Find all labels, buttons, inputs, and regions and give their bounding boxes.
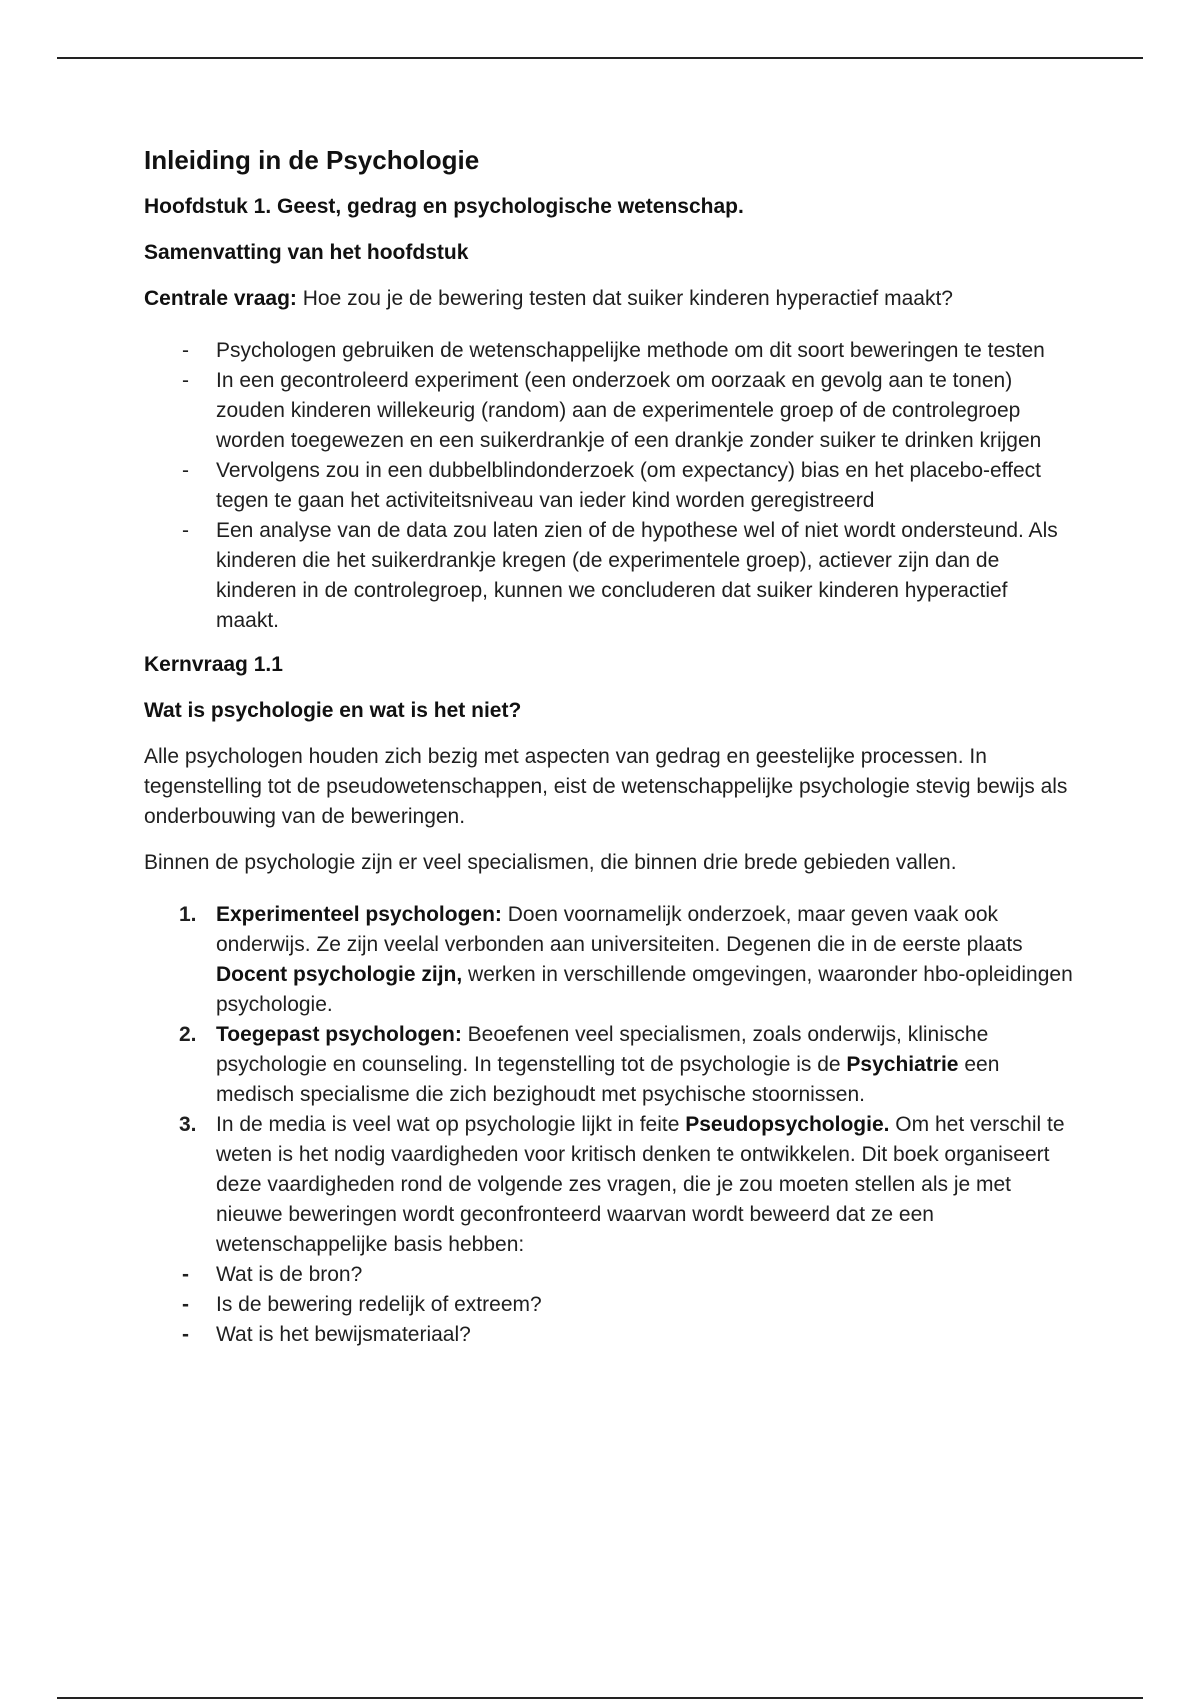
bold-term: Psychiatrie <box>846 1053 959 1076</box>
list-item <box>144 900 1074 1020</box>
central-question-text: Hoe zou je de bewering testen dat suiker kinderen hyperactief maakt? <box>296 287 953 310</box>
summary-heading: Samenvatting van het hoofdstuk <box>144 241 469 264</box>
list-item <box>144 1020 1074 1110</box>
bold-term: Toegepast psychologen: <box>216 1023 462 1046</box>
paragraph: Alle psychologen houden zich bezig met aspecten van gedrag en geestelijke processen. In tegenstelling tot de pseudowetenschappen, eist de wetenschappelijke psychologie stevig bewijs als onderbouwing van de beweringen. <box>144 745 1068 828</box>
list-number: 2. <box>179 1023 197 1046</box>
kernvraag-question: Wat is psychologie en wat is het niet? <box>144 699 522 722</box>
list-item: - Psychologen gebruiken de wetenschappelijke methode om dit soort beweringen te testen <box>144 336 1074 366</box>
bold-term: Experimenteel psychologen: <box>216 903 502 926</box>
list-text: een medisch specialisme die zich bezighoudt met psychische stoornissen. <box>216 1053 1000 1106</box>
list-item: - Vervolgens zou in een dubbelblindonderzoek (om expectancy) bias en het placebo-effect tegen te gaan het activiteitsniveau van ieder kind worden geregistreerd <box>144 456 1074 516</box>
critical-questions-list <box>144 1260 1074 1350</box>
list-text: In de media is veel wat op psychologie lijkt in feite <box>216 1113 686 1136</box>
top-rule <box>57 57 1143 59</box>
kernvraag-label: Kernvraag 1.1 <box>144 653 283 676</box>
specialisms-list <box>144 900 1074 1260</box>
central-question-label: Centrale vraag: <box>144 287 297 310</box>
list-item: - Is de bewering redelijk of extreem? <box>144 1290 1074 1320</box>
chapter-heading: Hoofdstuk 1. Geest, gedrag en psychologische wetenschap. <box>144 195 744 218</box>
list-text: Doen voornamelijk onderzoek, maar geven vaak ook onderwijs. Ze zijn veelal verbonden aan universiteiten. Degenen die in de eerste plaats <box>216 903 1023 956</box>
list-text: Beoefenen veel specialismen, zoals onderwijs, klinische psychologie en counseling. In tegenstelling tot de psychologie is de <box>216 1023 989 1076</box>
list-text: werken in verschillende omgevingen, waaronder hbo-opleidingen psychologie. <box>216 963 1073 1016</box>
central-question <box>144 284 1074 314</box>
summary-bullets <box>144 336 1074 636</box>
document-title: Inleiding in de Psychologie <box>144 145 480 175</box>
list-item: - Een analyse van de data zou laten zien of de hypothese wel of niet wordt ondersteund. Als kinderen die het suikerdrankje kregen (de experimentele groep), actiever zijn dan de kinderen in de controlegroep, kunnen we concluderen dat suiker kinderen hyperactief maakt. <box>144 516 1074 636</box>
list-number: 3. <box>179 1113 197 1136</box>
list-item: - Wat is het bewijsmateriaal? <box>144 1320 1074 1350</box>
document-page <box>144 142 1074 1350</box>
list-item <box>144 1110 1074 1260</box>
list-text: Om het verschil te weten is het nodig vaardigheden voor kritisch denken te ontwikkelen. Dit boek organiseert deze vaardigheden rond de volgende zes vragen, die je zou moeten stellen als je met nieuwe beweringen wordt geconfronteerd waarvan wordt beweerd dat ze een wetenschappelijke basis hebben: <box>216 1113 1065 1256</box>
list-item: - Wat is de bron? <box>144 1260 1074 1290</box>
bold-term: Docent psychologie zijn, <box>216 963 463 986</box>
bottom-rule <box>57 1697 1143 1699</box>
paragraph: Binnen de psychologie zijn er veel specialismen, die binnen drie brede gebieden vallen. <box>144 851 957 874</box>
bold-term: Pseudopsychologie. <box>685 1113 890 1136</box>
list-number: 1. <box>179 903 197 926</box>
list-item: - In een gecontroleerd experiment (een onderzoek om oorzaak en gevolg aan te tonen) zouden kinderen willekeurig (random) aan de experimentele groep of de controlegroep worden toegewezen en een suikerdrankje of een drankje zonder suiker te drinken krijgen <box>144 366 1074 456</box>
